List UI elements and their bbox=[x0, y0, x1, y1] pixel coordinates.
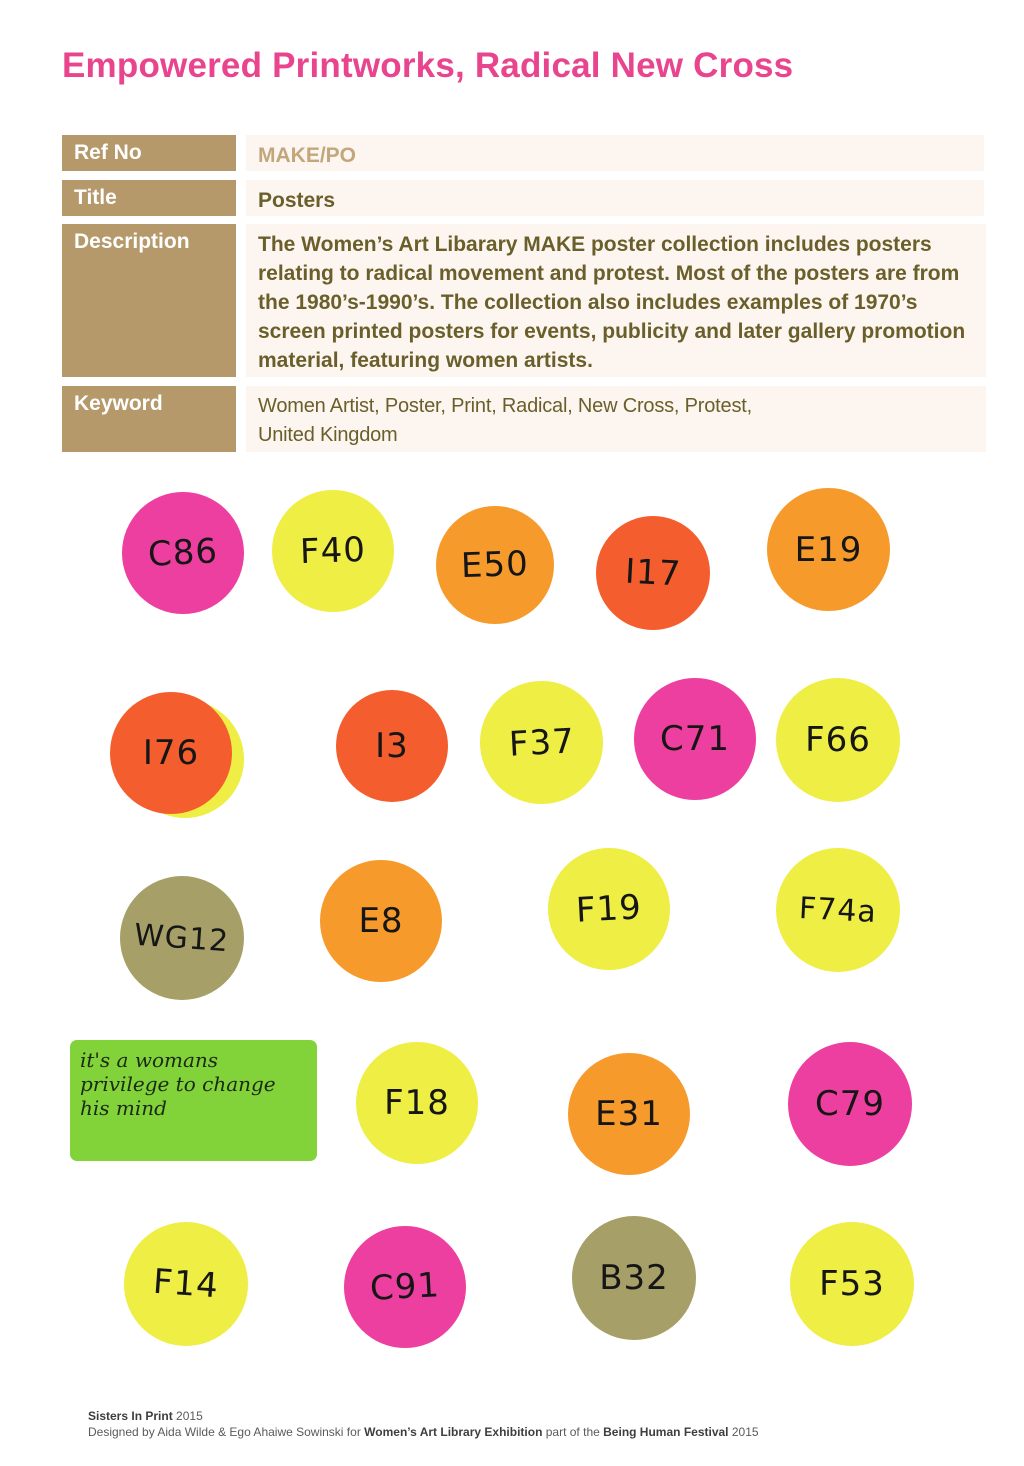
keyword-line-2: United Kingdom bbox=[258, 424, 398, 446]
footer-line-2: Designed by Aida Wilde & Ego Ahaiwe Sowinski for Women’s Art Library Exhibition part of the Being Human Festival 2015 bbox=[88, 1425, 759, 1439]
sticker-i17: I17 bbox=[596, 516, 710, 630]
sticker-e8: E8 bbox=[320, 860, 442, 982]
ref-no-label: Ref No bbox=[62, 135, 236, 171]
footer-line-1: Sisters In Print 2015 bbox=[88, 1409, 203, 1423]
sticker-i76: I76 bbox=[110, 692, 232, 814]
sticker-e19: E19 bbox=[767, 488, 890, 611]
sticker-b32: B32 bbox=[572, 1216, 696, 1340]
sticker-wg12: WG12 bbox=[120, 876, 244, 1000]
sticker-f14: F14 bbox=[124, 1222, 248, 1346]
description-label: Description bbox=[62, 224, 236, 377]
keyword-label: Keyword bbox=[62, 386, 236, 452]
keyword-line-1: Women Artist, Poster, Print, Radical, New Cross, Protest, bbox=[258, 395, 752, 417]
sticker-f66: F66 bbox=[776, 678, 900, 802]
sticker-c91: C91 bbox=[344, 1226, 466, 1348]
sticker-f53: F53 bbox=[790, 1222, 914, 1346]
title-value: Posters bbox=[246, 180, 984, 216]
title-label: Title bbox=[62, 180, 236, 216]
description-value: The Women’s Art Libarary MAKE poster collection includes posters relating to radical movement and protest. Most of the posters are from the 1980’s-1990’s. The collection also includes examples of 1970’s screen printed posters for events, publicity and later gallery promotion material, featuring women artists. bbox=[246, 224, 986, 377]
footer-series: Sisters In Print bbox=[88, 1409, 173, 1423]
sticker-c86: C86 bbox=[122, 492, 244, 614]
sticker-e31: E31 bbox=[568, 1053, 690, 1175]
keyword-value bbox=[246, 386, 986, 452]
handwritten-note: it's a womans privilege to change his mind bbox=[70, 1040, 317, 1161]
footer-credits bbox=[88, 1408, 759, 1440]
page-title: Empowered Printworks, Radical New Cross bbox=[62, 46, 794, 85]
sticker-f37: F37 bbox=[480, 681, 603, 804]
sticker-e50: E50 bbox=[436, 506, 554, 624]
sticker-i3: I3 bbox=[336, 690, 448, 802]
ref-no-value: MAKE/PO bbox=[246, 135, 984, 171]
sticker-c71: C71 bbox=[634, 678, 756, 800]
sticker-c79: C79 bbox=[788, 1042, 912, 1166]
sticker-f18: F18 bbox=[356, 1042, 478, 1164]
sticker-f40: F40 bbox=[272, 490, 394, 612]
sticker-f74a: F74a bbox=[776, 848, 900, 972]
sticker-f19: F19 bbox=[548, 848, 670, 970]
